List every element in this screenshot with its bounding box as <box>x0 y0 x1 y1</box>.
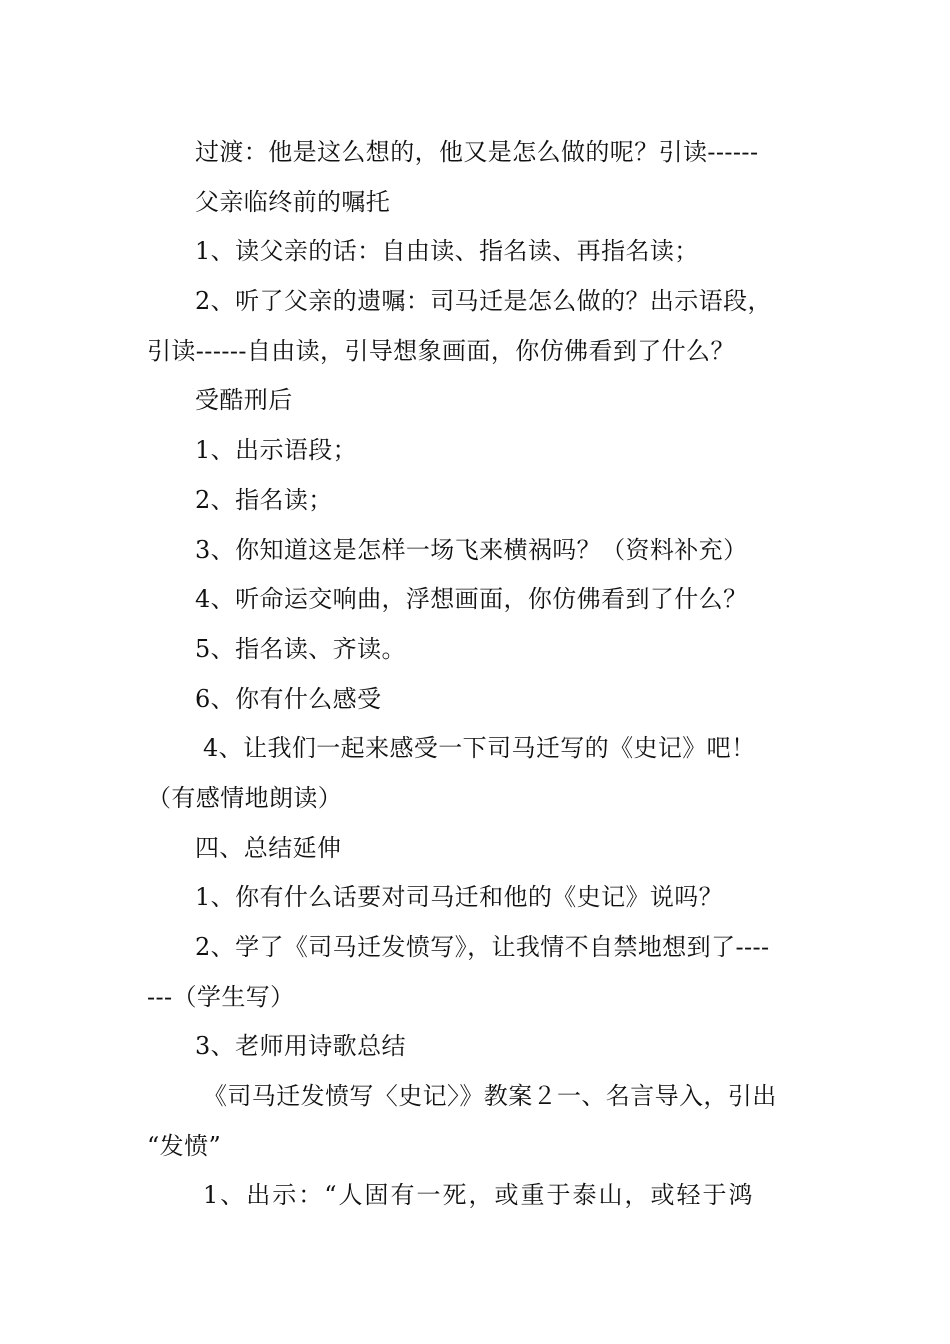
text-line-lesson-plan-2: 《司马迁发愤写〈史记〉》教案２一、名言导入，引出 <box>203 1082 777 1111</box>
text-line-feelings: 6、你有什么感受 <box>195 684 382 713</box>
text-line-father-entrust: 父亲临终前的嘱托 <box>195 187 391 216</box>
text-line-shiji-feel: 4、让我们一起来感受一下司马迁写的《史记》吧！ <box>203 734 756 763</box>
text-line-guided-reading: 引读------自由读，引导想象画面，你仿佛看到了什么？ <box>147 336 735 365</box>
text-line-listen-will: 2、听了父亲的遗嘱：司马迁是怎么做的？出示语段， <box>195 287 772 316</box>
text-line-read-father: 1、读父亲的话：自由读、指名读、再指名读； <box>195 237 699 266</box>
text-line-quote: 1、出示：“人固有一死，或重于泰山，或轻于鸿 <box>203 1181 755 1210</box>
text-line-think-of: 2、学了《司马迁发愤写》，让我情不自禁地想到了---- <box>195 933 770 961</box>
text-line-after-torture: 受酷刑后 <box>195 386 293 415</box>
text-line-poem-summary: 3、老师用诗歌总结 <box>195 1032 406 1061</box>
text-line-fafen: “发愤” <box>147 1131 222 1160</box>
text-line-disaster-question: 3、你知道这是怎样一场飞来横祸吗？（资料补充） <box>195 535 748 564</box>
text-line-group-reading: 5、指名读、齐读。 <box>195 634 406 663</box>
text-line-student-write: ---（学生写） <box>147 982 295 1011</box>
text-line-fate-symphony: 4、听命运交响曲，浮想画面，你仿佛看到了什么？ <box>195 585 748 614</box>
text-line-transition: 过渡：他是这么想的，他又是怎么做的呢？引读------ <box>195 138 759 166</box>
text-line-show-passage: 1、出示语段； <box>195 436 358 465</box>
text-line-emotional-reading: （有感情地朗读） <box>147 783 343 812</box>
document-body <box>147 128 807 1221</box>
text-line-say-to-simaqian: 1、你有什么话要对司马迁和他的《史记》说吗？ <box>195 883 724 912</box>
text-line-named-reading: 2、指名读； <box>195 485 333 514</box>
section-heading-summary: 四、总结延伸 <box>195 833 342 862</box>
